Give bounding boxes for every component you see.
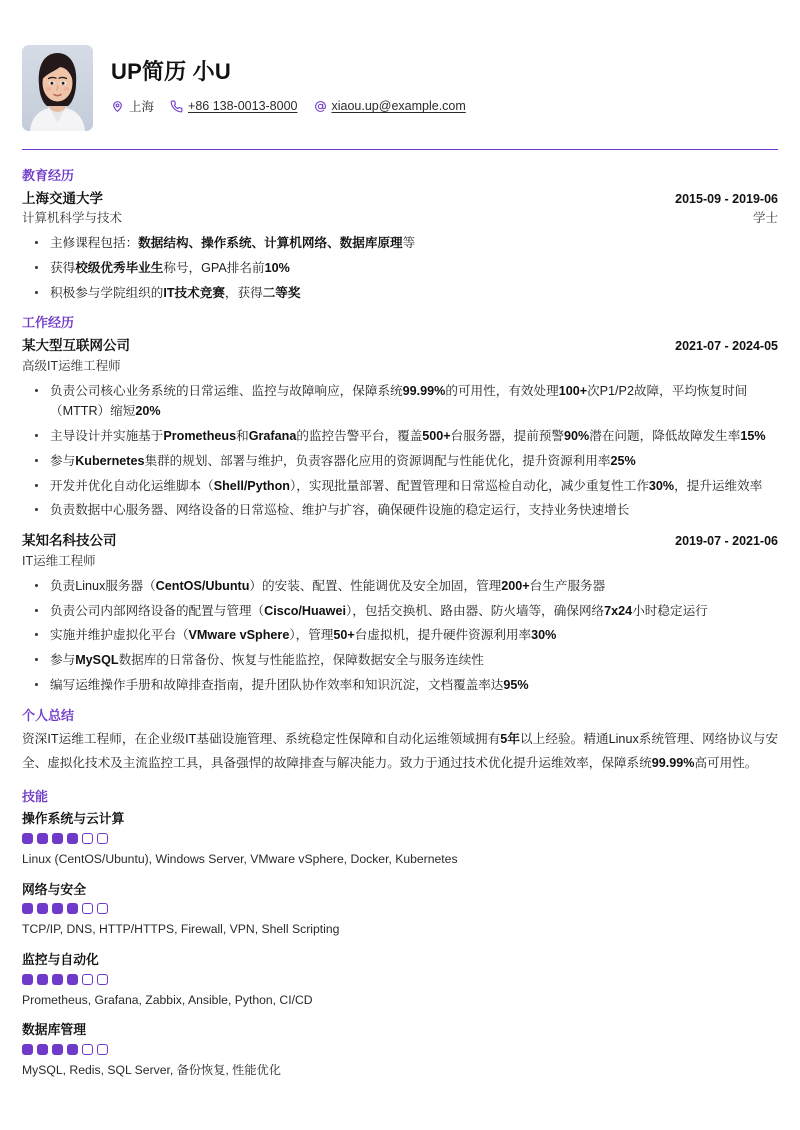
skill-dot-filled [22,903,33,914]
contact-location [111,97,154,115]
education-bullets [22,233,778,303]
section-title-skills: 技能 [22,788,49,804]
skill-dot-filled [67,833,78,844]
education-entry [22,189,778,304]
skill-group-name: 数据库管理 [22,1022,86,1038]
bullet-item: 主导设计并实施基于Prometheus和Grafana的监控告警平台，覆盖500+台服务器，提前预警90%潜在问题，降低故障发生率15% [48,426,778,447]
skill-group-name: 网络与安全 [22,881,86,897]
phone-icon [170,100,183,113]
contact-phone[interactable] [170,99,297,113]
at-email-icon [314,100,327,113]
contact-email-text[interactable]: xiaou.up@example.com [331,99,466,114]
work-bullets [22,381,778,522]
skill-group [22,950,778,1009]
work-entry [22,531,778,696]
education-entry-sub [22,209,778,228]
section-work [22,313,778,695]
contact-row [111,97,778,115]
skill-dot-filled [52,833,63,844]
skill-dot-filled [52,903,63,914]
skill-dot-filled [37,1044,48,1055]
skill-dot-filled [37,903,48,914]
work-entry-sub [22,357,778,376]
work-title: IT运维工程师 [22,554,96,569]
section-summary [22,706,778,775]
bullet-item: 主修课程包括：数据结构、操作系统、计算机网络、数据库原理等 [48,233,778,254]
skill-dot-empty [82,974,93,985]
resume-header [22,45,778,149]
bullet-item: 负责公司内部网络设备的配置与管理（Cisco/Huawei），包括交换机、路由器、防火墙等，确保网络7x24小时稳定运行 [48,601,778,622]
skill-dot-filled [22,833,33,844]
bullet-item: 积极参与学院组织的IT技术竞赛，获得二等奖 [48,283,778,304]
skill-dot-empty [97,974,108,985]
skill-dot-filled [37,833,48,844]
education-date: 2015-09 - 2019-06 [675,191,778,206]
work-bullets [22,576,778,696]
candidate-name: UP简历 小U [111,59,231,84]
skill-dot-filled [67,1044,78,1055]
skill-dot-filled [67,974,78,985]
skill-dot-empty [97,903,108,914]
bullet-item: 负责数据中心服务器、网络设备的日常巡检、维护与扩容，确保硬件设施的稳定运行，支持业务快速增长 [48,500,778,521]
work-entry-sub [22,552,778,571]
work-title: 高级IT运维工程师 [22,358,121,373]
contact-phone-text[interactable]: +86 138-0013-8000 [188,99,298,114]
skill-dot-empty [82,903,93,914]
work-date: 2019-07 - 2021-06 [675,534,778,549]
skill-dot-filled [37,974,48,985]
section-education [22,166,778,303]
skill-dot-filled [52,974,63,985]
skill-level-rating [22,903,778,914]
bullet-item: 开发并优化自动化运维脚本（Shell/Python），实现批量部署、配置管理和日常巡检自动化，减少重复性工作30%，提升运维效率 [48,476,778,497]
skill-group-items: Linux (CentOS/Ubuntu), Windows Server, VMware vSphere, Docker, Kubernetes [22,851,458,866]
skill-group-items: Prometheus, Grafana, Zabbix, Ansible, Python, CI/CD [22,992,313,1007]
skill-group-items: TCP/IP, DNS, HTTP/HTTPS, Firewall, VPN, Shell Scripting [22,922,340,937]
header-divider [22,149,778,150]
skill-level-rating [22,833,778,844]
work-entry [22,336,778,521]
work-date: 2021-07 - 2024-05 [675,338,778,353]
section-skills [22,787,778,1080]
skill-group-name: 操作系统与云计算 [22,811,125,827]
section-title-education: 教育经历 [22,168,75,183]
bullet-item: 参与Kubernetes集群的规划、部署与维护，负责容器化应用的资源调配与性能优化，提升资源利用率25% [48,451,778,472]
bullet-item: 负责Linux服务器（CentOS/Ubuntu）的安装、配置、性能调优及安全加固，管理200+台生产服务器 [48,576,778,597]
work-entry-head [22,336,778,357]
skill-dot-filled [22,974,33,985]
skill-group [22,809,778,868]
bullet-item: 参与MySQL数据库的日常备份、恢复与性能监控，保障数据安全与服务连续性 [48,650,778,671]
education-degree: 学士 [752,211,778,226]
bullet-item: 实施并维护虚拟化平台（VMware vSphere），管理50+台虚拟机，提升硬件资源利用率30% [48,625,778,646]
skill-dot-filled [22,1044,33,1055]
work-company: 某知名科技公司 [22,533,117,549]
identity-block [111,45,778,115]
bullet-item: 获得校级优秀毕业生称号，GPA排名前10% [48,258,778,279]
skill-dot-empty [82,1044,93,1055]
education-school: 上海交通大学 [22,190,103,206]
profile-photo [22,45,93,131]
skill-group [22,1020,778,1079]
education-entry-head [22,189,778,210]
skill-level-rating [22,974,778,985]
bullet-item: 编写运维操作手册和故障排查指南，提升团队协作效率和知识沉淀，文档覆盖率达95% [48,675,778,696]
skill-dot-empty [82,833,93,844]
skill-group-items: MySQL, Redis, SQL Server, 备份恢复, 性能优化 [22,1062,281,1077]
skill-dot-empty [97,1044,108,1055]
contact-location-text: 上海 [129,100,155,115]
skill-dot-empty [97,833,108,844]
section-title-summary: 个人总结 [22,707,75,723]
section-title-work: 工作经历 [22,315,75,331]
education-major: 计算机科学与技术 [22,211,123,226]
summary-text: 资深IT运维工程师，在企业级IT基础设施管理、系统稳定性保障和自动化运维领域拥有5年以上经验。精通Linux系统管理、网络协议与安全、虚拟化技术及主流监控工具，具备强悍的故障排查与解决能力。致力于通过技术优化提升运维效率，保障系统99.99%高可用性。 [22,732,778,770]
work-company: 某大型互联网公司 [22,337,130,353]
work-entry-head [22,531,778,552]
skill-level-rating [22,1044,778,1055]
bullet-item: 负责公司核心业务系统的日常运维、监控与故障响应，保障系统99.99%的可用性，有效处理100+次P1/P2故障，平均恢复时间（MTTR）缩短20% [48,381,778,423]
skill-dot-filled [52,1044,63,1055]
skill-group-name: 监控与自动化 [22,952,99,968]
contact-email[interactable] [314,99,466,113]
skill-dot-filled [67,903,78,914]
location-pin-icon [111,100,124,113]
skill-group [22,880,778,939]
skills-list [22,809,778,1080]
